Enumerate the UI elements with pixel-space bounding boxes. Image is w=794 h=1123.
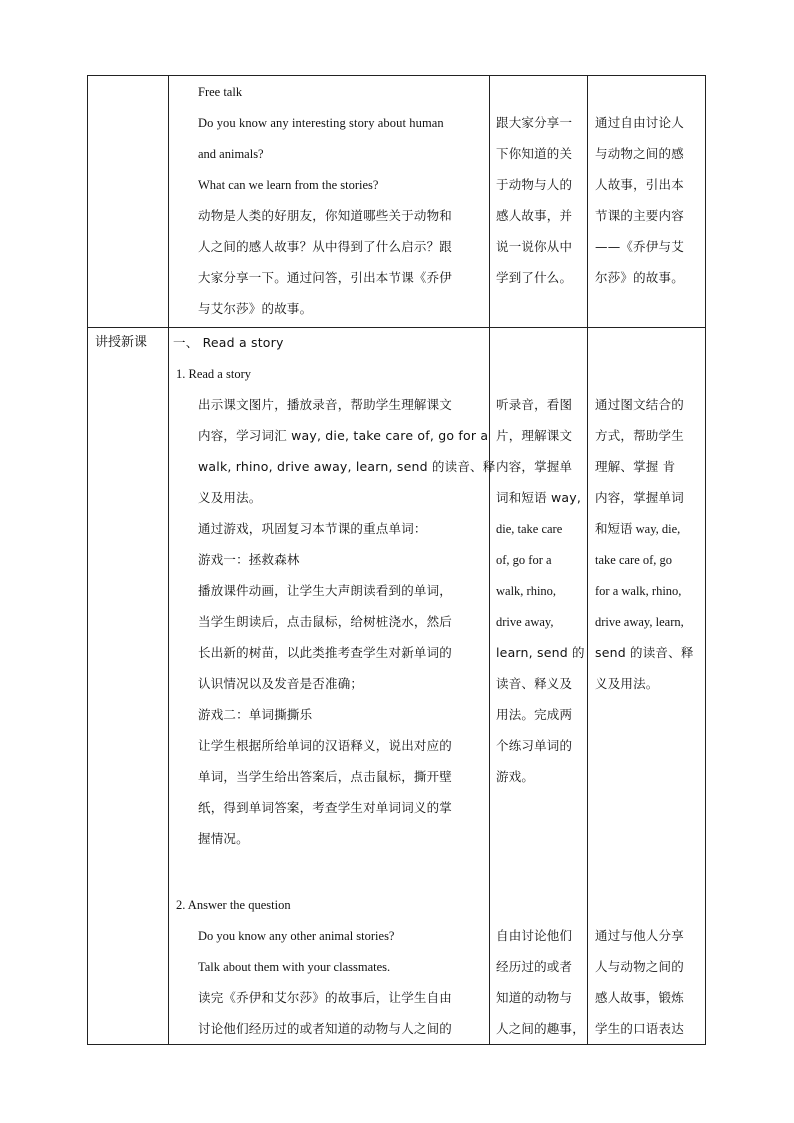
- purpose-line: 理解、掌握 肯: [595, 459, 676, 474]
- content-line: 内容，学习词汇 way, die, take care of, go for a: [198, 428, 489, 443]
- content-heading: 2. Answer the question: [176, 898, 291, 912]
- content-line: 出示课文图片，播放录音，帮助学生理解课文: [198, 397, 453, 412]
- row1-purpose-cell: [595, 76, 705, 327]
- content-line: What can we learn from the stories?: [198, 178, 379, 192]
- content-line: 握情况。: [198, 831, 249, 846]
- purpose-line: drive away, learn,: [595, 615, 684, 629]
- column-divider: [168, 76, 169, 1044]
- student-line: 跟大家分享一: [496, 115, 573, 130]
- content-line: 大家分享一下。通过问答，引出本节课《乔伊: [198, 270, 453, 285]
- purpose-line: 学生的口语表达: [595, 1021, 684, 1036]
- purpose-line: 感人故事，锻炼: [595, 990, 684, 1005]
- content-line: 义及用法。: [198, 490, 262, 505]
- student-line: of, go for a: [496, 553, 552, 567]
- student-line: 听录音，看图: [496, 397, 573, 412]
- section-label: 讲授新课: [95, 335, 148, 350]
- purpose-line: 尔莎》的故事。: [595, 270, 684, 285]
- content-line: 与艾尔莎》的故事。: [198, 301, 313, 316]
- student-line: 感人故事，并: [496, 208, 573, 223]
- content-line: Talk about them with your classmates.: [198, 960, 391, 974]
- content-heading: 一、 Read a story: [173, 335, 284, 350]
- student-line: 游戏。: [496, 769, 535, 784]
- student-line: die, take care: [496, 522, 563, 536]
- content-line: and animals?: [198, 147, 264, 161]
- student-line: 自由讨论他们: [496, 928, 573, 943]
- purpose-line: for a walk, rhino,: [595, 584, 682, 598]
- content-line: 认识情况以及发音是否准确；: [198, 676, 364, 691]
- content-line: 游戏二：单词撕撕乐: [198, 707, 313, 722]
- student-line: 知道的动物与: [496, 990, 573, 1005]
- purpose-line: 与动物之间的感: [595, 146, 684, 161]
- content-line: 游戏一：拯救森林: [198, 552, 300, 567]
- purpose-line: 通过与他人分享: [595, 928, 684, 943]
- purpose-line: 通过图文结合的: [595, 397, 684, 412]
- student-line: walk, rhino,: [496, 584, 557, 598]
- content-line: 读完《乔伊和艾尔莎》的故事后，让学生自由: [198, 990, 453, 1005]
- content-line: 通过游戏，巩固复习本节课的重点单词：: [198, 521, 427, 536]
- content-line: 长出新的树苗，以此类推考查学生对新单词的: [198, 645, 453, 660]
- content-line: Do you know any interesting story about human: [198, 116, 444, 130]
- student-line: 词和短语 way,: [496, 490, 582, 505]
- content-line: 人之间的感人故事？从中得到了什么启示？跟: [198, 239, 453, 254]
- student-line: learn, send 的: [496, 645, 585, 660]
- student-line: 读音、释义及: [496, 676, 573, 691]
- content-line: 动物是人类的好朋友，你知道哪些关于动物和: [198, 208, 453, 223]
- content-line: 让学生根据所给单词的汉语释义，说出对应的: [198, 738, 453, 753]
- student-line: 个练习单词的: [496, 738, 573, 753]
- student-line: 学到了什么。: [496, 270, 573, 285]
- purpose-line: 通过自由讨论人: [595, 115, 684, 130]
- purpose-line: 和短语 way, die,: [595, 522, 681, 536]
- student-line: drive away,: [496, 615, 554, 629]
- purpose-line: ——《乔伊与艾: [595, 239, 684, 254]
- student-line: 片，理解课文: [496, 428, 573, 443]
- column-divider: [489, 76, 490, 1044]
- purpose-line: 内容，掌握单词: [595, 490, 684, 505]
- content-line: 当学生朗读后，点击鼠标，给树桩浇水，然后: [198, 614, 453, 629]
- content-heading: 1. Read a story: [176, 367, 251, 381]
- content-line: 纸，得到单词答案，考查学生对单词词义的掌: [198, 800, 453, 815]
- content-line: walk, rhino, drive away, learn, send 的读音、释: [198, 459, 496, 474]
- content-line: Free talk: [198, 85, 243, 99]
- row1-student-cell: [496, 76, 586, 327]
- purpose-line: take care of, go: [595, 553, 673, 567]
- lesson-plan-table: [87, 75, 706, 1045]
- row2-student-cell: [496, 328, 586, 1045]
- content-line: 播放课件动画，让学生大声朗读看到的单词，: [198, 583, 453, 598]
- row2-content-cell: [173, 328, 496, 1045]
- row2-purpose-cell: [595, 328, 705, 1045]
- purpose-line: 人故事，引出本: [595, 177, 684, 192]
- row1-content-cell: [198, 76, 488, 327]
- student-line: 人之间的趣事，: [496, 1021, 585, 1036]
- row1-label-cell: [88, 76, 168, 327]
- student-line: 内容，掌握单: [496, 459, 573, 474]
- purpose-line: send 的读音、释: [595, 645, 694, 660]
- student-line: 经历过的或者: [496, 959, 573, 974]
- purpose-line: 方式，帮助学生: [595, 428, 684, 443]
- purpose-line: 节课的主要内容: [595, 208, 684, 223]
- content-line: Do you know any other animal stories?: [198, 929, 395, 943]
- student-line: 说一说你从中: [496, 239, 573, 254]
- content-line: 讨论他们经历过的或者知道的动物与人之间的: [198, 1021, 453, 1036]
- purpose-line: 人与动物之间的: [595, 959, 684, 974]
- student-line: 下你知道的关: [496, 146, 573, 161]
- purpose-line: 义及用法。: [595, 676, 659, 691]
- student-line: 用法。完成两: [496, 707, 573, 722]
- column-divider: [587, 76, 588, 1044]
- content-line: 单词，当学生给出答案后，点击鼠标，撕开壁: [198, 769, 453, 784]
- student-line: 于动物与人的: [496, 177, 573, 192]
